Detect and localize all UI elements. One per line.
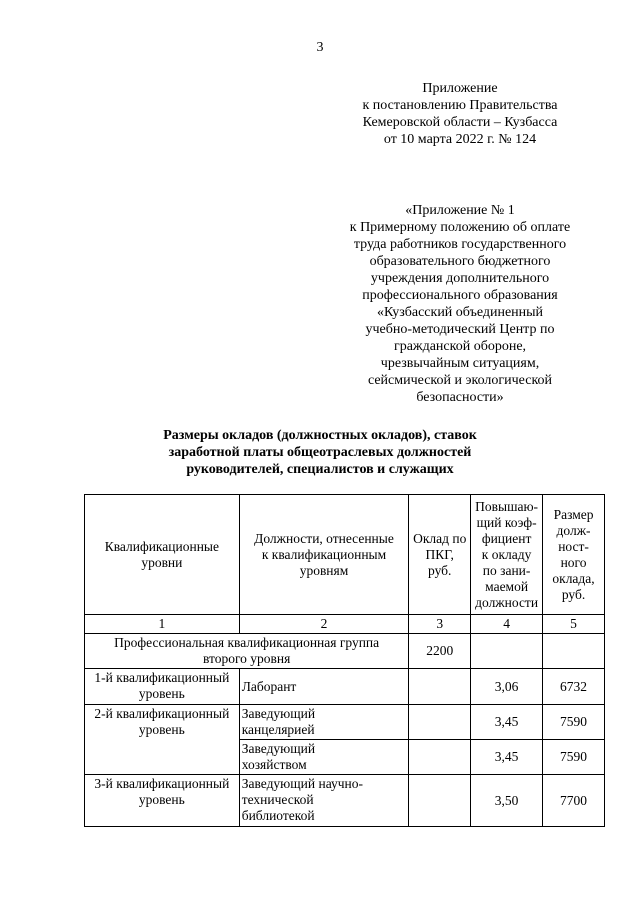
appendix-line: от 10 марта 2022 г. № 124	[383, 132, 537, 147]
col-number: 2	[239, 615, 409, 634]
empty-cell	[409, 705, 471, 740]
level-cell: 3-й квалификационный уровень	[85, 775, 240, 827]
table-row	[85, 775, 605, 827]
level-cell: 1-й квалификационный уровень	[85, 669, 240, 705]
header-row	[85, 495, 605, 615]
col-number: 4	[471, 615, 543, 634]
empty-cell	[409, 740, 471, 775]
header-qual-levels: Квалификационные уровни	[85, 495, 240, 615]
header-pkg-salary: Оклад по ПКГ, руб.	[409, 495, 471, 615]
col-number: 5	[543, 615, 605, 634]
coefficient-cell: 3,45	[471, 705, 543, 740]
appendix-1-line: сейсмической и экологической	[367, 373, 553, 388]
appendix-1-header	[330, 202, 590, 406]
coefficient-cell: 3,50	[471, 775, 543, 827]
table-row	[85, 705, 605, 740]
col-number: 3	[409, 615, 471, 634]
appendix-line: к постановлению Правительства	[362, 98, 558, 113]
empty-cell	[409, 669, 471, 705]
title-line: Размеры окладов (должностных окладов), ставок	[163, 428, 477, 443]
table-row	[85, 669, 605, 705]
appendix-1-line: учреждения дополнительного	[370, 271, 550, 286]
title-line: заработной платы общеотраслевых должностей	[168, 445, 472, 460]
appendix-1-line: труда работников государственного	[353, 237, 567, 252]
appendix-1-line: «Приложение № 1	[405, 203, 515, 218]
col-number: 1	[85, 615, 240, 634]
salary-cell: 7700	[543, 775, 605, 827]
group-salary: 2200	[409, 634, 471, 669]
appendix-line: Кемеровской области – Кузбасса	[362, 115, 558, 130]
position-cell: Заведующий хозяйством	[239, 740, 409, 775]
coefficient-cell: 3,45	[471, 740, 543, 775]
appendix-1-line: учебно-методический Центр по	[365, 322, 555, 337]
empty-cell	[471, 634, 543, 669]
position-cell: Заведующий канцелярией	[239, 705, 409, 740]
appendix-1-line: профессионального образования	[362, 288, 558, 303]
empty-cell	[543, 634, 605, 669]
salary-cell: 7590	[543, 705, 605, 740]
header-official-salary: Размер долж- ност- ного оклада, руб.	[543, 495, 605, 615]
title-line: руководителей, специалистов и служащих	[186, 462, 454, 477]
appendix-1-line: гражданской обороне,	[393, 339, 527, 354]
group-label: Профессиональная квалификационная группа второго уровня	[85, 634, 409, 669]
salary-cell: 6732	[543, 669, 605, 705]
position-cell: Заведующий научно- технической библиотекой	[239, 775, 409, 827]
document-title	[120, 427, 520, 478]
salary-table	[84, 494, 605, 827]
group-row	[85, 634, 605, 669]
appendix-header	[330, 80, 590, 148]
coefficient-cell: 3,06	[471, 669, 543, 705]
appendix-line: Приложение	[422, 81, 498, 96]
level-cell: 2-й квалификационный уровень	[85, 705, 240, 775]
header-positions: Должности, отнесенные к квалификационным уровням	[239, 495, 409, 615]
column-number-row	[85, 615, 605, 634]
appendix-1-line: безопасности»	[416, 390, 504, 405]
appendix-1-line: образовательного бюджетного	[369, 254, 551, 269]
position-cell: Лаборант	[239, 669, 409, 705]
page-number: 3	[316, 40, 324, 55]
appendix-1-line: чрезвычайным ситуациям,	[380, 356, 540, 371]
header-coefficient: Повышаю- щий коэф- фициент к окладу по зани- маемой должности	[471, 495, 543, 615]
appendix-1-line: «Кузбасский объединенный	[376, 305, 544, 320]
empty-cell	[409, 775, 471, 827]
salary-cell: 7590	[543, 740, 605, 775]
appendix-1-line: к Примерному положению об оплате	[349, 220, 571, 235]
